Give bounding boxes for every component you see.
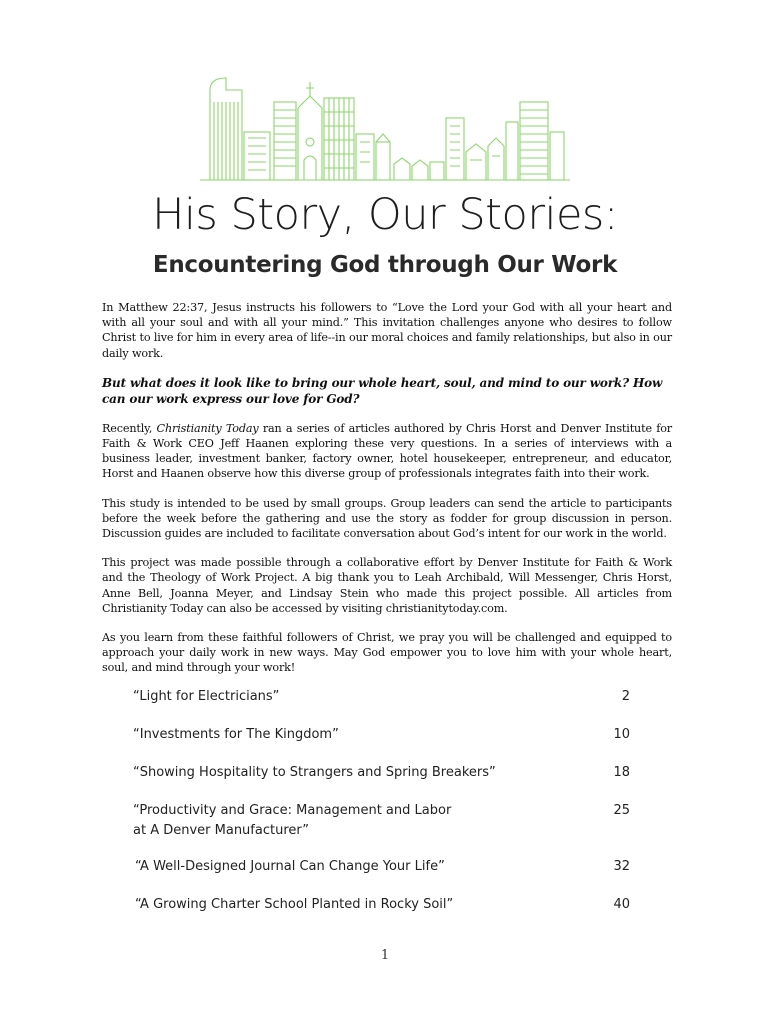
recently-paragraph xyxy=(102,421,672,482)
city-skyline-illustration xyxy=(200,72,570,184)
closing-paragraph: As you learn from these faithful followers of Christ, we pray you will be challenged and equipped to approach your daily work in new ways. May God empower you to love him with your whole heart, soul, and mind through your work! xyxy=(102,631,672,675)
toc-entry-title: “Light for Electricians” xyxy=(133,689,280,704)
toc-entry-title-continued: at A Denver Manufacturer” xyxy=(133,823,310,838)
toc-entry-title: “A Well-Designed Journal Can Change Your Life” xyxy=(135,859,445,874)
toc-row xyxy=(135,857,633,877)
page-number: 1 xyxy=(380,948,390,963)
publication-name: Christianity Today xyxy=(156,421,259,435)
recently-text: ran a series of articles authored by Chris Horst and Denver Institute for Faith & Work CEO Jeff Haanen exploring these very questions. In a series of interviews with a business leader, investment banker, factory owner, hotel housekeeper, entrepreneur, and educator, Horst and Haanen observe how this diverse group of professionals integrates faith into their work. xyxy=(102,421,672,481)
toc-entry-page: 40 xyxy=(613,897,630,912)
recently-prefix: Recently, xyxy=(102,421,157,435)
toc-entry-page: 32 xyxy=(613,859,630,874)
toc-row xyxy=(133,687,633,707)
toc-row xyxy=(133,801,633,841)
toc-entry-title: “Productivity and Grace: Management and Labor xyxy=(133,803,452,818)
toc-entry-page: 18 xyxy=(613,765,630,780)
guiding-question: But what does it look like to bring our whole heart, soul, and mind to our work? How can our work express our love for God? xyxy=(102,375,663,406)
toc-entry-title: “Showing Hospitality to Strangers and Spring Breakers” xyxy=(133,765,496,780)
intro-body xyxy=(102,300,672,690)
toc-row xyxy=(133,763,633,783)
toc-entry-page: 10 xyxy=(613,727,630,742)
study-usage-paragraph: This study is intended to be used by small groups. Group leaders can send the article to participants before the week before the gathering and use the story as fodder for group discussion in person. Discussion guides are included to facilitate conversation about God’s intent for our work in the world. xyxy=(102,496,672,541)
toc-entry-page: 2 xyxy=(621,689,630,704)
page-subtitle: Encountering God through Our Work xyxy=(152,252,618,278)
toc-entry-page: 25 xyxy=(613,803,630,818)
toc-entry-title: “Investments for The Kingdom” xyxy=(133,727,339,742)
page-title: His Story, Our Stories: xyxy=(152,190,618,240)
toc-row xyxy=(135,895,633,915)
toc-row xyxy=(133,725,633,745)
intro-paragraph: In Matthew 22:37, Jesus instructs his followers to “Love the Lord your God with all your heart and with all your soul and with all your mind.” This invitation challenges anyone who desires to follow Christ to live for him in every area of life--in our moral choices and family relationships, but also in our daily work. xyxy=(102,301,672,360)
toc-entry-title: “A Growing Charter School Planted in Rocky Soil” xyxy=(135,897,454,912)
acknowledgements-paragraph: This project was made possible through a collaborative effort by Denver Institute for Faith & Work and the Theology of Work Project. A big thank you to Leah Archibald, Will Messenger, Chris Horst, Anne Bell, Joanna Meyer, and Lindsay Stein who made this project possible. All articles from Christianity Today can also be accessed by visiting christianitytoday.com. xyxy=(102,556,672,615)
